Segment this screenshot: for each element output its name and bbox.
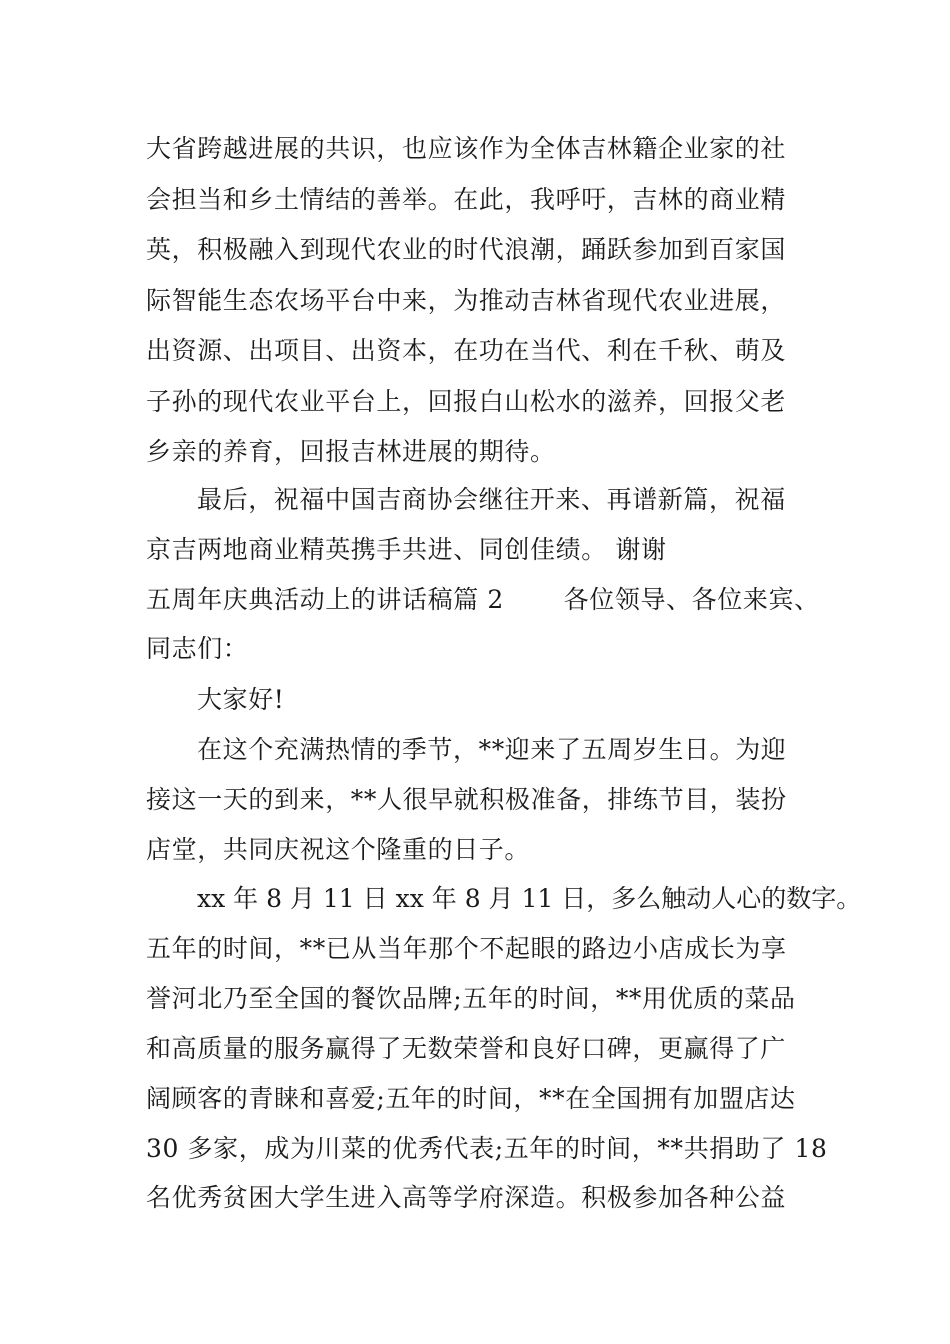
text-line: 誉河北乃至全国的餐饮品牌;五年的时间，**用优质的菜品 bbox=[146, 984, 796, 1013]
text-line: 五年的时间，**已从当年那个不起眼的路边小店成长为享 bbox=[146, 934, 787, 963]
text-line: 同志们： bbox=[146, 634, 249, 663]
text-line: 大省跨越进展的共识，也应该作为全体吉林籍企业家的社 bbox=[146, 134, 787, 163]
section-heading: 五周年庆典活动上的讲话稿篇 2 各位领导、各位来宾、 bbox=[146, 585, 820, 614]
text-line: 名优秀贫困大学生进入高等学府深造。积极参加各种公益 bbox=[146, 1183, 787, 1212]
text-line: 出资源、出项目、出资本，在功在当代、利在千秋、萌及 bbox=[146, 336, 787, 365]
text-line: 会担当和乡土情结的善举。在此，我呼吁，吉林的商业精 bbox=[146, 185, 787, 214]
text-line: 乡亲的养育，回报吉林进展的期待。 bbox=[146, 437, 556, 466]
text-line: 子孙的现代农业平台上，回报白山松水的滋养，回报父老 bbox=[146, 387, 787, 416]
text-line: 阔顾客的青睐和喜爱;五年的时间，**在全国拥有加盟店达 bbox=[146, 1084, 796, 1113]
text-line: 最后，祝福中国吉商协会继往开来、再谱新篇，祝福 bbox=[197, 485, 786, 514]
text-line: 店堂，共同庆祝这个隆重的日子。 bbox=[146, 835, 531, 864]
greeting-line: 大家好! bbox=[197, 685, 285, 714]
text-line: 在这个充满热情的季节，**迎来了五周岁生日。为迎 bbox=[197, 735, 787, 764]
text-line: 京吉两地商业精英携手共进、同创佳绩。 谢谢 bbox=[146, 535, 667, 564]
text-line: 英，积极融入到现代农业的时代浪潮，踊跃参加到百家国 bbox=[146, 235, 787, 264]
text-line: 30 多家，成为川菜的优秀代表;五年的时间，**共捐助了 18 bbox=[146, 1134, 828, 1163]
text-line: 接这一天的到来，**人很早就积极准备，排练节目，装扮 bbox=[146, 785, 787, 814]
text-line: xx 年 8 月 11 日 xx 年 8 月 11 日，多么触动人心的数字。 bbox=[197, 884, 862, 913]
text-line: 际智能生态农场平台中来，为推动吉林省现代农业进展， bbox=[146, 286, 787, 315]
text-line: 和高质量的服务赢得了无数荣誉和良好口碑，更赢得了广 bbox=[146, 1034, 787, 1063]
